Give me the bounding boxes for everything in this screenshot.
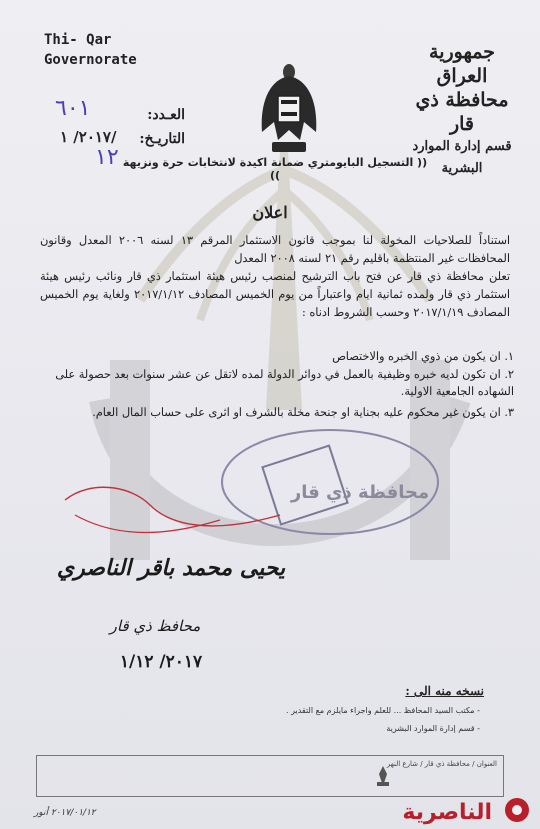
biometric-slogan: (( التسجيل البايومتري ضمانة اكيدة لانتخابات حرة ونزيهة ))	[122, 156, 428, 182]
iraq-eagle-emblem	[258, 60, 320, 160]
governor-name: يحيى محمد باقر الناصري	[56, 555, 286, 581]
condition-item: ٢. ان تكون لديه خبره وظيفية بالعمل في دوائر الدولة لمده لاتقل عن عشر سنوات بعد حصولة على الشهاده الجامعية الاولية.	[55, 368, 514, 398]
announcement-title: اعلان	[252, 203, 288, 222]
number-handwritten: ٦٠١	[55, 96, 91, 121]
date-handwritten: ١٢	[95, 145, 119, 170]
date-label: التاريـخ:	[139, 131, 185, 147]
condition-item: ٣. ان يكون غير محكوم عليه بجناية او جنحة مخلة بالشرف او اثرى على حساب المال العام.	[92, 406, 514, 419]
number-label: العـدد:	[147, 107, 185, 123]
arabic-header-dept2: البشرية	[441, 161, 483, 176]
nasiriya-logo-text: الناصرية	[402, 800, 492, 825]
copy-recipient: - قسم إدارة الموارد البشرية	[386, 724, 480, 733]
english-header-line1: Thi- Qar	[44, 32, 112, 48]
announcement-paragraph: تعلن محافظة ذي قار عن فتح باب الترشيح لمنصب رئيس هيئة استثمار ذي قار ونائب رئيس هيئة استثمار ذي قار ولمده ثمانية ايام واعتباراً من يوم الخميس المصادف ٢٠١٧/١/١٢ ولغاية يوم الخميس المصادف ٢٠١٧/١/١٩ وحسب الشروط ادناه :	[40, 270, 510, 319]
signature-date: ٢٠١٧/ ١/١٢	[119, 652, 203, 672]
footer-address: العنوان / محافظة ذي قار / شارع النهر	[386, 760, 497, 768]
governor-title: محافظ ذي قار	[109, 617, 201, 635]
english-header-line2: Governorate	[44, 52, 137, 68]
stamp-text: محافظة ذي قار	[290, 482, 430, 503]
arabic-header-dept: قسم إدارة الموارد	[412, 139, 512, 154]
copy-recipient: - مكتب السيد المحافظ ... للعلم واجراء مايلزم مع التقدير .	[286, 706, 480, 715]
condition-item: ١. ان يكون من ذوي الخبره والاختصاص	[332, 350, 514, 363]
reference-handwritten: ٢٠١٧/٠١/١٢ أنور	[34, 808, 96, 818]
copies-title: نسخه منه الى :	[405, 684, 484, 698]
arabic-header-republic: جمهورية العراق	[429, 41, 495, 87]
legal-basis-paragraph: استناداً للصلاحيات المخولة لنا بموجب قانون الاستثمار المرقم ١٣ لسنه ٢٠٠٦ المعدل وقانون المحافظات غير المنتظمة باقليم رقم ٢١ لسنه ٢٠٠٨ المعدل	[40, 234, 510, 265]
date-printed: ٢٠١٧/ ١/	[60, 128, 117, 146]
red-signature-stroke	[60, 475, 290, 545]
footer-address-box	[36, 755, 504, 797]
small-emblem-icon	[371, 764, 395, 788]
nasiriya-logo-icon	[502, 795, 532, 825]
arabic-header-governorate: محافظة ذي قار	[415, 89, 509, 135]
english-header	[44, 30, 137, 70]
